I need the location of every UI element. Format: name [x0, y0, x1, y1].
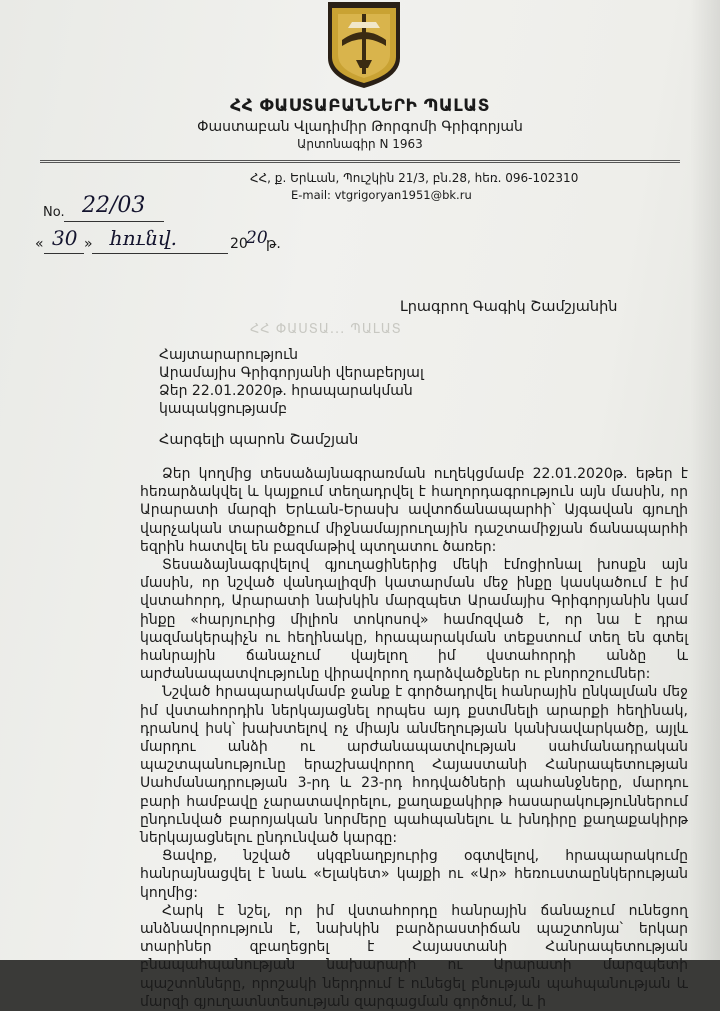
organization-title: ՀՀ ՓԱՍՏԱԲԱՆՆԵՐԻ ՊԱԼԱՏ — [230, 96, 490, 116]
body-paragraph: Ձեր կողմից տեսաձայնագրառման ուղեկցմամբ 22.01.2020թ. եթեր է հեռարձակվել և կայքում տեղադրվել է հաղորդագրություն այն մասին, որ Արարատի մարզի Երևան-Երասխ ավտոճանապարհի՝ Այգավան գյուղի վարչական տարածքում միջնամայրուղային դաշտամիջյան ճանապարհի եզրին հատվել են բազմաթիվ պտղատու ծառեր: — [140, 466, 688, 555]
body-paragraph: Հարկ է նշել, որ իմ վստահորդը հանրային ճանաչում ունեցող անձնավորություն է, նախկին բարձրաստիճան պաշտոնյա՝ երկար տարիներ զբաղեցրել է Հայաստանի Հանրապետության բնապահպանության նախարարի ու Արարատի մարզպետի պաշտոնները, որոշակի ներդրում է ունեցել բնության պահպանության և մարզի գյուղատնտեսության զարգացման գործում, և ի — [140, 902, 688, 1010]
body-paragraph: Տեսաձայնագրվելով գյուղացիներից մեկի էմոցիոնալ խոսքն այն մասին, որ նշված վանդալիզմի կատարման մեջ ինքը կասկածում է իմ վստահորդ, Արարատի նախկին մարզպետ Արամայիս Գրիգորյանին կամ ինքը «հարյուրից միլիոն տոկոսով» համոզված է, որ նա է դրա կազմակերպիչն ու հեղինակը, հրապարակման տեքստում տեղ են գտել հանրային ճանաչում վայելող իմ վստահորդի անձը և արժանապատվությունը վիրավորող դարձվածքներ ու բնորոշումներ: — [140, 557, 688, 683]
bleed-through-stamp: ՀՀ ՓԱՍՏԱ... ՊԱԼԱՏ — [250, 322, 402, 337]
subject-line: Հայտարարություն — [159, 347, 299, 363]
number-label: No. — [43, 205, 65, 220]
date-close-quote: » — [84, 236, 93, 252]
handwritten-number: 22/03 — [82, 193, 146, 218]
recipient-line: Լրագրող Գագիկ Շամշյանին — [400, 299, 618, 315]
subject-line: կապակցությամբ — [159, 401, 288, 417]
day-underline — [44, 253, 84, 254]
chamber-of-advocates-logo — [322, 0, 406, 90]
subject-line: Արամայիս Գրիգորյանի վերաբերյալ — [159, 365, 424, 381]
header-divider-bottom — [40, 162, 680, 163]
date-open-quote: « — [35, 236, 44, 252]
page-edge-shadow — [690, 0, 720, 960]
date-suffix: թ. — [266, 236, 281, 252]
handwritten-month: հունվ. — [110, 226, 178, 250]
letter-body — [140, 465, 688, 1011]
number-underline — [64, 221, 164, 222]
handwritten-year: 20 — [246, 228, 268, 248]
date-line — [35, 236, 44, 252]
subject-line: Ձեր 22.01.2020թ. հրապարակման — [159, 383, 413, 399]
greeting: Հարգելի պարոն Շամշյան — [159, 432, 359, 448]
subject-block — [159, 346, 424, 418]
date-year-prefix: 20 — [230, 236, 248, 252]
advocate-name: Փաստաբան Վլադիմիր Թորգոմի Գրիգորյան — [197, 119, 523, 135]
handwritten-day: 30 — [52, 226, 78, 250]
header-divider-top — [40, 160, 680, 161]
month-underline — [92, 253, 228, 254]
address-line: ՀՀ, ք. Երևան, Պուշկին 21/3, բն.28, հեռ. 096-102310 — [250, 171, 579, 185]
body-paragraph: Նշված հրապարակմամբ ջանք է գործադրվել հանրային ընկալման մեջ իմ վստահորդին ներկայացնել որպես այդ քստմնելի արարքի հեղինակ, դրանով իսկ՝ խախտելով ոչ միայն անմեղության կանխավարկածը, այլև մարդու անձի ու արժանապատվության սահմանադրական պաշտպանությունը երաշխավորող Հայաստանի Հանրապետության Սահմանադրության 3-րդ և 23-րդ հոդվածների պահանջները, մարդու բարի համբավը չարատավորելու, քաղաքակիրթ հասարակություններում ընդունված բարոյական նորմերը պահպանելու և խնդիրը քաղաքակիրթ ներկայացնելու ընդունված կարգը: — [140, 684, 688, 847]
body-paragraph: Ցավոք, նշված սկզբնաղբյուրից օգտվելով, հրապարակումը հանրայնացվել է նաև «Ելակետ» կայքի ու «Ար» հեռուստաընկերության կողմից: — [140, 848, 688, 901]
email-line: E-mail: vtgrigoryan1951@bk.ru — [291, 188, 472, 202]
license-number: Արտոնագիր N 1963 — [297, 137, 423, 151]
